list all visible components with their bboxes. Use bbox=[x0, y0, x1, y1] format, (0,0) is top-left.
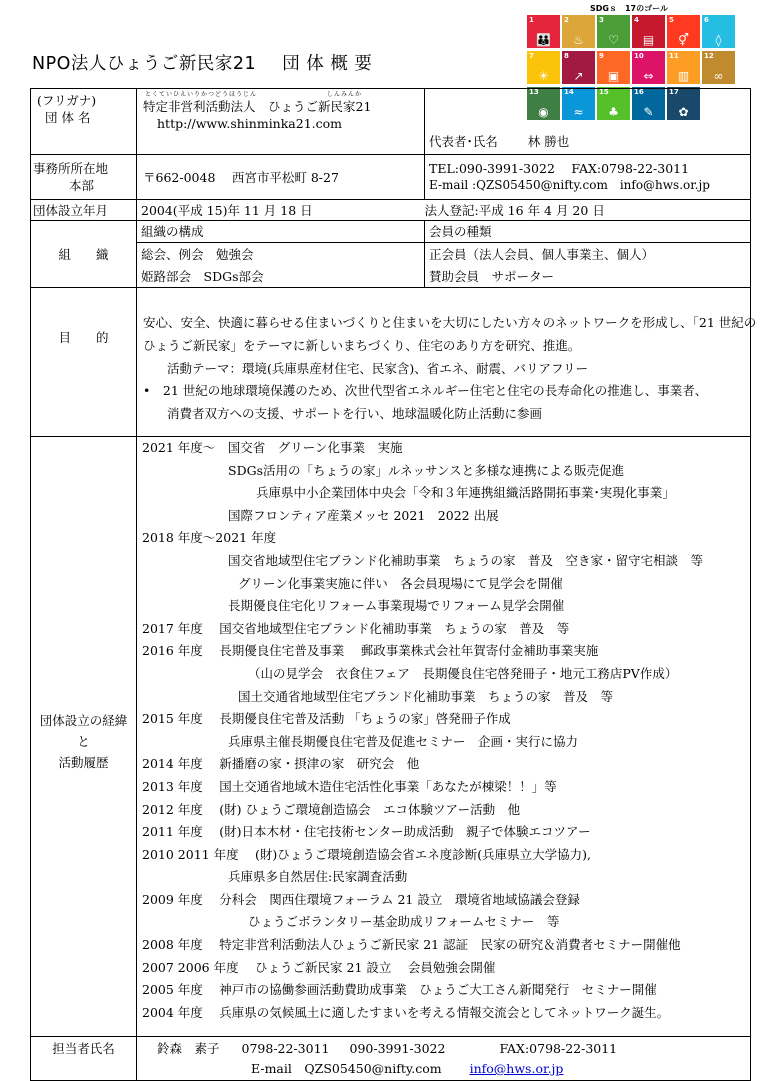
history-line: 2013 年度 国土交通省地域木造住宅活性化事業「あなたが棟梁！！」等 bbox=[142, 778, 557, 794]
history-line: 2012 年度 (財) ひょうご環境創造協会 エコ体験ツアー活動 他 bbox=[142, 801, 521, 817]
representative-label: 代表者･氏名 bbox=[429, 134, 498, 149]
tree-icon: ♣ bbox=[608, 105, 619, 119]
history-line: ひょうごボランタリー基金助成リフォームセミナー 等 bbox=[248, 914, 560, 930]
structure-line-2: 姫路部会 SDGs部会 bbox=[141, 269, 264, 284]
history-line: 2021 年度～ 国交省 グリーン化事業 実施 bbox=[142, 440, 403, 455]
history-line: 2016 年度 長期優良住宅普及事業 郵政事業株式会社年賀寄付金補助事業実施 bbox=[142, 643, 599, 659]
cubes-icon: ▣ bbox=[607, 69, 620, 83]
history-line: 2018 年度～2021 年度 bbox=[142, 530, 277, 546]
sdg-goal-number: 2 bbox=[564, 16, 569, 24]
contact-tel: 0798-22-3011 bbox=[241, 1041, 330, 1056]
org-name: NPO法人ひょうご新民家21 bbox=[32, 54, 257, 74]
history-line: 国際フロンティア産業メッセ 2021 2022 出展 bbox=[228, 507, 499, 523]
contact-mobile: 090-3991-3022 bbox=[349, 1041, 446, 1056]
organization-overview-table bbox=[30, 88, 757, 1081]
purpose-line-5: 消費者双方への支援、サポートを行い、地球温暖化防止活動に参画 bbox=[167, 406, 543, 422]
email-addresses: E-mail :QZS05450@nifty.com info@hws.or.jp bbox=[429, 178, 710, 192]
sdg-goal-3-tile bbox=[597, 15, 630, 48]
furigana: とくていひえいりかつどうほうじん しんみんか bbox=[145, 91, 363, 98]
history-line: 2011 年度 (財)日本木材・住宅技術センター助成活動 親子で体験エコツアー bbox=[142, 824, 591, 840]
purpose-bullet: • 21 世紀の地球環境保護のため、次世代型省エネルギー住宅と住宅の長寿命化の推進し、事業者、 bbox=[143, 383, 708, 399]
history-line: 兵庫県多自然居住:民家調査活動 bbox=[228, 869, 408, 885]
history-line: 兵庫県主催長期優良住宅普及促進セミナー 企画・実行に協力 bbox=[228, 733, 579, 749]
name-row bbox=[31, 89, 751, 155]
history-line: 国交省地域型住宅ブランド化補助事業 ちょうの家 普及 空き家・留守宅相談 等 bbox=[228, 552, 704, 568]
founded-date: 2004(平成 15)年 11 月 18 日 bbox=[137, 200, 425, 221]
history-label-2: と bbox=[77, 734, 90, 749]
growth-icon: ↗ bbox=[573, 69, 584, 83]
heartbeat-icon: ♡ bbox=[608, 33, 619, 47]
sdg-goal-number: 13 bbox=[529, 88, 539, 96]
sdg-goal-number: 14 bbox=[564, 88, 574, 96]
history-line: 2014 年度 新播磨の家・摂津の家 研究会 他 bbox=[142, 756, 420, 772]
document-title bbox=[32, 50, 372, 75]
sdg-goal-8-tile bbox=[562, 51, 595, 84]
organization-label: 組 織 bbox=[31, 221, 137, 288]
sdg-goal-number: 6 bbox=[704, 16, 709, 24]
gender-icon: ⚥ bbox=[678, 33, 689, 47]
sdg-goal-number: 11 bbox=[669, 52, 679, 60]
city-icon: ▥ bbox=[677, 69, 690, 83]
history-row bbox=[31, 437, 751, 1037]
sdg-goal-number: 3 bbox=[599, 16, 604, 24]
headquarters-label: 本部 bbox=[69, 178, 95, 193]
history-line: 長期優良住宅化リフォーム事業現場でリフォーム見学会開催 bbox=[228, 598, 565, 614]
history-label-3: 活動履歴 bbox=[58, 755, 109, 770]
sdg-goal-11-tile bbox=[667, 51, 700, 84]
equal-icon: ⇔ bbox=[643, 69, 654, 83]
organization-row bbox=[31, 221, 751, 288]
office-address-label: 事務所所在地 bbox=[33, 161, 109, 176]
sdg-goal-number: 10 bbox=[634, 52, 644, 60]
history-line: 2009 年度 分科会 関西住環境フォーラム 21 設立 環境省地域協議会登録 bbox=[142, 891, 580, 907]
structure-line-1: 総会、例会 勉強会 bbox=[141, 247, 254, 262]
contact-row bbox=[31, 1037, 751, 1081]
eye-globe-icon: ◉ bbox=[538, 105, 549, 119]
sdg-goal-number: 16 bbox=[634, 88, 644, 96]
sdg-goal-number: 17 bbox=[669, 88, 679, 96]
sdg-goal-number: 1 bbox=[529, 16, 534, 24]
sdg-goal-number: 15 bbox=[599, 88, 609, 96]
member-types-header: 会員の種類 bbox=[425, 221, 750, 243]
history-line: 2008 年度 特定非営利活動法人ひょうご新民家 21 認証 民家の研究＆消費者セミナー開催他 bbox=[142, 937, 681, 953]
dove-icon: ✎ bbox=[643, 105, 654, 119]
contact-fax: FAX:0798-22-3011 bbox=[499, 1041, 618, 1056]
sdg-goal-10-tile bbox=[632, 51, 665, 84]
tel-fax: TEL:090-3991-3022 FAX:0798-22-3011 bbox=[429, 161, 690, 176]
history-line: 2005 年度 神戸市の協働参画活動費助成事業 ひょうご大工さん新聞発行 セミナー開催 bbox=[142, 982, 657, 998]
founded-label: 団体設立年月 bbox=[31, 200, 137, 221]
flower-icon: ✿ bbox=[678, 105, 689, 119]
sdg-goal-6-tile bbox=[702, 15, 735, 48]
sdg-goal-9-tile bbox=[597, 51, 630, 84]
sdg-goal-4-tile bbox=[632, 15, 665, 48]
purpose-label: 目 的 bbox=[31, 288, 137, 437]
history-line: （山の見学会 衣食住フェア 長期優良住宅啓発冊子・地元工務店PV作成） bbox=[248, 665, 678, 681]
sdg-goal-5-tile bbox=[667, 15, 700, 48]
registration-date: 法人登記:平成 16 年 4 月 20 日 bbox=[425, 200, 751, 221]
bowl-icon: ♨ bbox=[573, 33, 584, 47]
kana-label: (フリガナ) bbox=[37, 93, 97, 108]
history-line: 2004 年度 兵庫県の気候風土に適したすまいを考える情報交流会としてネットワーク誕生。 bbox=[142, 1004, 670, 1020]
contact-email-link[interactable]: info@hws.or.jp bbox=[469, 1061, 564, 1076]
sdg-goal-2-tile bbox=[562, 15, 595, 48]
structure-header: 組織の構成 bbox=[137, 221, 424, 243]
fish-icon: ≈ bbox=[573, 105, 584, 119]
purpose-line-2: ひょうご新民家」をテーマに新しいまちづくり、住宅のあり方を研究、推進。 bbox=[143, 337, 581, 353]
member-type-line-1: 正会員（法人会員、個人事業主、個人） bbox=[429, 247, 655, 262]
sdg-goal-number: 8 bbox=[564, 52, 569, 60]
sdg-goal-12-tile bbox=[702, 51, 735, 84]
history-line: SDGs活用の「ちょうの家」ルネッサンスと多様な連携による販売促進 bbox=[228, 462, 625, 478]
member-type-line-2: 賛助会員 サポーター bbox=[429, 269, 555, 284]
address-row bbox=[31, 155, 751, 200]
name-label: 団 体 名 bbox=[45, 110, 91, 125]
sdg-goal-number: 4 bbox=[634, 16, 639, 24]
sdg-goal-number: 5 bbox=[669, 16, 674, 24]
water-icon: ◊ bbox=[715, 33, 722, 47]
contact-email: E-mail QZS05450@nifty.com bbox=[251, 1061, 442, 1076]
sdgs-header: SDGｓ 17のゴール bbox=[590, 4, 668, 13]
contact-name: 鈴森 素子 bbox=[157, 1041, 220, 1056]
contact-label: 担当者氏名 bbox=[31, 1037, 137, 1081]
address: 〒662-0048 西宮市平松町 8-27 bbox=[143, 169, 339, 185]
sdg-goal-number: 12 bbox=[704, 52, 714, 60]
history-line: 2017 年度 国交省地域型住宅ブランド化補助事業 ちょうの家 普及 等 bbox=[142, 620, 570, 636]
sdg-goal-1-tile bbox=[527, 15, 560, 48]
history-line: 2015 年度 長期優良住宅普及活動 「ちょうの家」啓発冊子作成 bbox=[142, 711, 511, 727]
book-icon: ▤ bbox=[642, 33, 655, 47]
website-url[interactable]: http://www.shinminka21.com bbox=[157, 116, 343, 131]
history-line: 国土交通省地域型住宅ブランド化補助事業 ちょうの家 普及 等 bbox=[238, 688, 614, 704]
infinity-icon: ∞ bbox=[713, 69, 724, 83]
purpose-row bbox=[31, 288, 751, 437]
history-line: 2007 2006 年度 ひょうご新民家 21 設立 会員勉強会開催 bbox=[142, 959, 496, 975]
activity-theme: 活動テーマ：環境(兵庫県産材住宅、民家含)、省エネ、耐震、バリアフリー bbox=[167, 360, 589, 376]
purpose-line-1: 安心、安全、快適に暮らせる住まいづくりと住まいを大切にしたい方々のネットワークを形成し、「21 世紀の bbox=[143, 315, 757, 330]
history-line: 2010 2011 年度 (財)ひょうご環境創造協会省エネ度診断(兵庫県立大学協力), bbox=[142, 846, 592, 862]
sdg-goal-number: 7 bbox=[529, 52, 534, 60]
people-icon: 👪 bbox=[536, 33, 551, 47]
sdg-goal-7-tile bbox=[527, 51, 560, 84]
founded-row bbox=[31, 200, 751, 221]
sdg-goal-number: 9 bbox=[599, 52, 604, 60]
history-line: 兵庫県中小企業団体中央会「令和３年連携組織活路開拓事業･実現化事業」 bbox=[256, 485, 675, 501]
sun-icon: ☀ bbox=[538, 69, 549, 83]
history-label-1: 団体設立の経緯 bbox=[39, 713, 128, 728]
org-full-name: 特定非営利活動法人 ひょうご新民家21 bbox=[143, 99, 372, 114]
document-heading: 団 体 概 要 bbox=[282, 54, 373, 74]
history-line: グリーン化事業実施に伴い 各会員現場にて見学会を開催 bbox=[238, 575, 563, 591]
representative-name: 林 勝也 bbox=[527, 134, 570, 149]
